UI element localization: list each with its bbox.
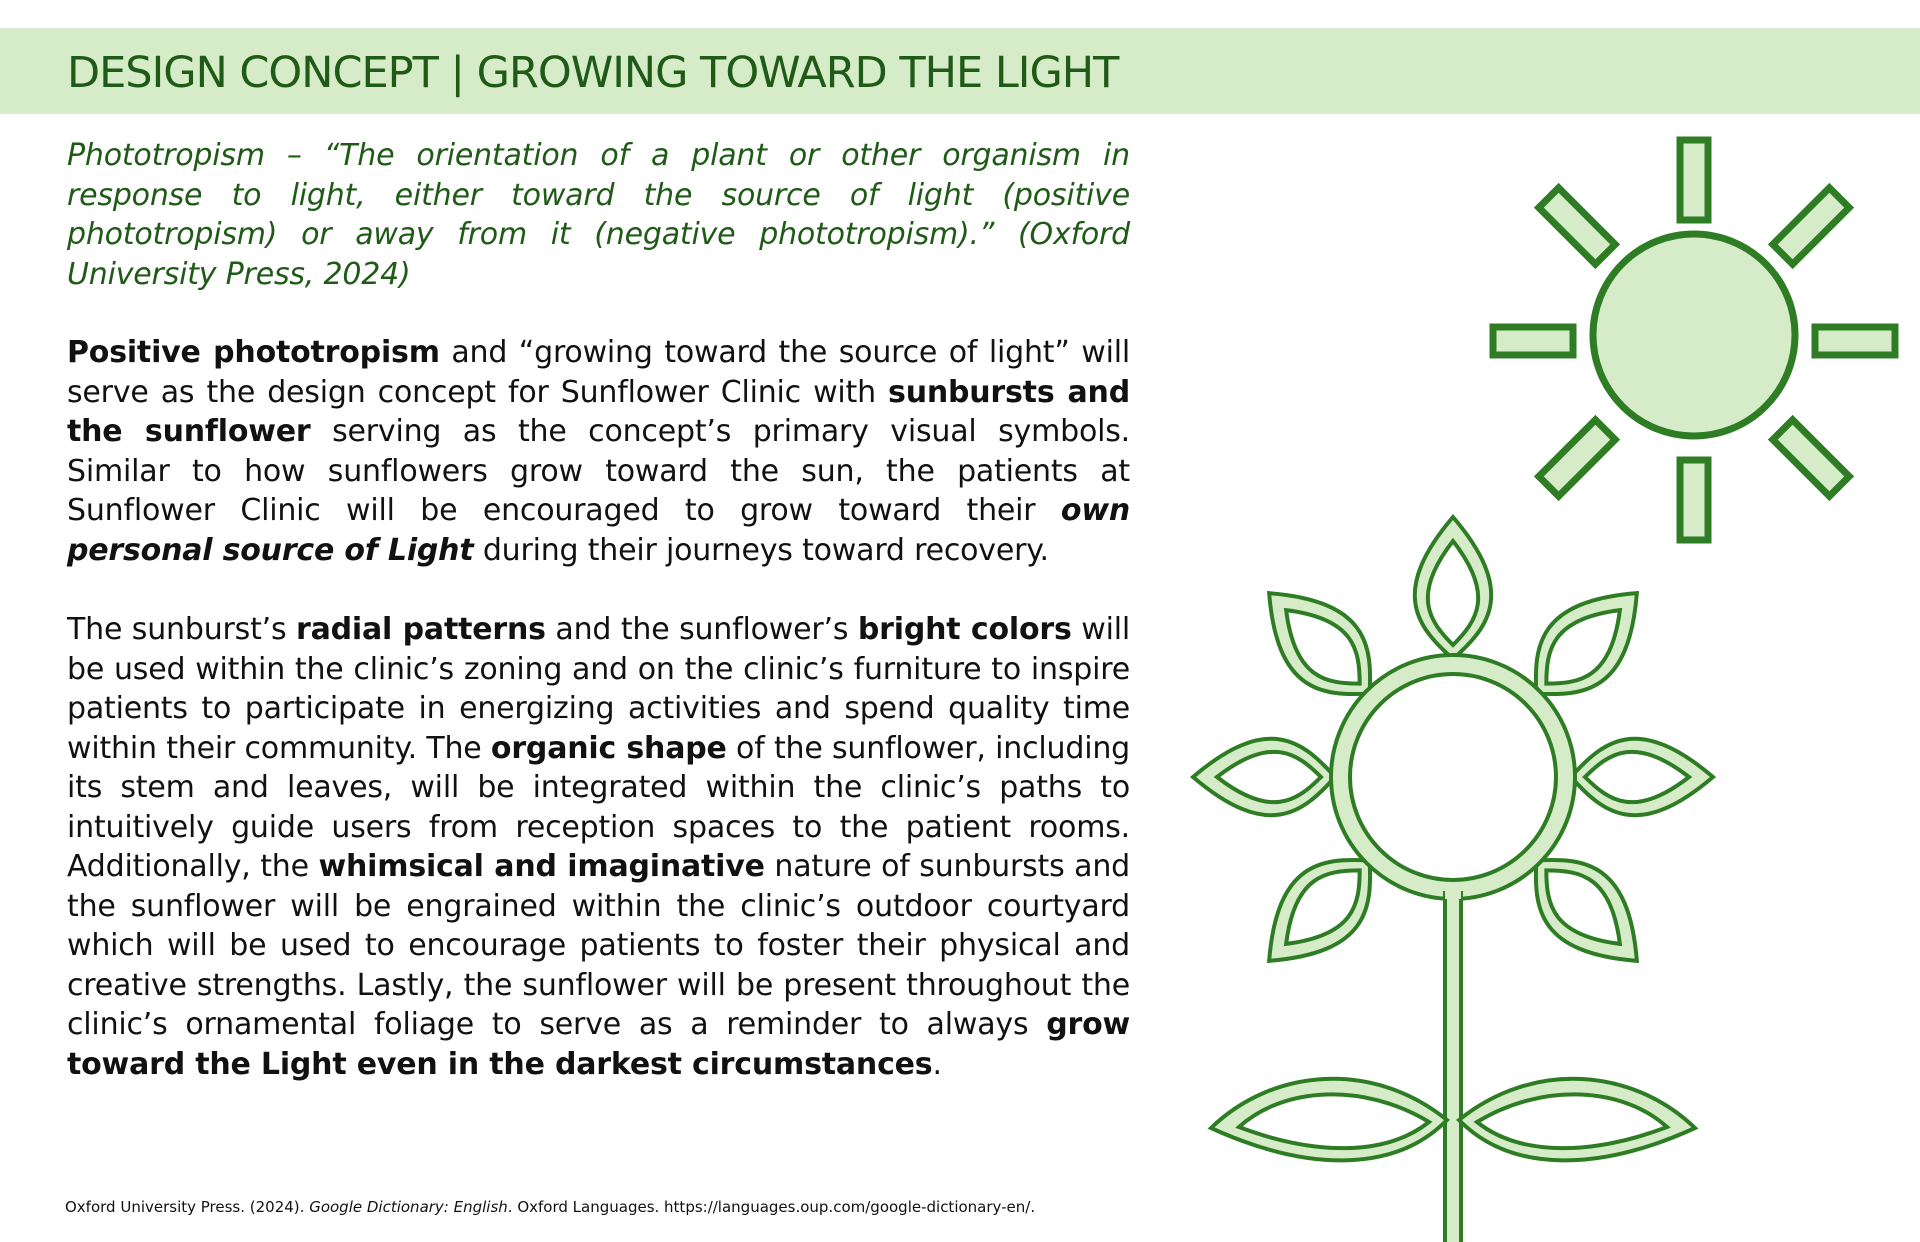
citation-rest: . Oxford Languages. https://languages.oup.com/google-dictionary-en/.: [507, 1198, 1036, 1216]
emphasis-grow-toward-light: grow toward the Light even in the darkest circumstances: [67, 1007, 1130, 1082]
sunflower-stem: [1445, 891, 1461, 1242]
emphasis-own-personal-light: own personal source of Light: [67, 493, 1130, 568]
page-title: DESIGN CONCEPT | GROWING TOWARD THE LIGHT: [67, 48, 1119, 98]
emphasis-organic-shape: organic shape: [490, 730, 727, 766]
sun-disc: [1593, 234, 1795, 436]
paragraph2-text-2: and the sunflower’s: [545, 612, 858, 647]
paragraph2-text-6: .: [932, 1046, 942, 1082]
citation: [65, 1197, 1035, 1217]
sun-icon: [1493, 140, 1895, 540]
sun-rays: [1493, 140, 1895, 540]
paragraph2-text-1: The sunburst’s: [67, 612, 296, 647]
citation-author: Oxford University Press. (2024).: [65, 1198, 310, 1216]
paragraph1-text-2: serving as the concept’s primary visual symbols. Similar to how sunflowers grow toward the sun, the patients at Sunflower Clinic will be encouraged to grow toward their: [67, 414, 1131, 528]
sunflower-icon: [1193, 517, 1713, 1242]
emphasis-radial-patterns: radial patterns: [296, 612, 546, 647]
emphasis-bright-colors: bright colors: [857, 612, 1072, 647]
definition-quote: Phototropism – “The orientation of a plant or other organism in response to light, either toward the source of light (positive phototropism) or away from it (negative phototropism).” (Oxford University Press, 2024): [67, 138, 1130, 292]
paragraph1-text-3: during their journeys toward recovery.: [473, 532, 1049, 568]
citation-work: Google Dictionary: English: [309, 1198, 508, 1216]
paragraph2-text-5: nature of sunbursts and the sunflower will be engrained within the clinic’s outdoor courtyard which will be used to encourage patients to foster their physical and creative strengths. Lastly, the sunflower will be present throughout the clinic’s ornamental foliage to serve as a reminder to always: [67, 849, 1130, 1042]
sunflower-leaves: [1211, 1079, 1695, 1161]
paragraph1-text-1: and “growing toward the source of light” will serve as the design concept for Sunflower Clinic with: [67, 335, 1130, 410]
sunflower-petals: [1193, 517, 1713, 988]
sunflower-center: [1331, 655, 1575, 899]
paragraph2-text-4: of the sunflower, including its stem and leaves, will be integrated within the clinic’s paths to intuitively guide users from reception spaces to the patient rooms. Additionally, the: [67, 730, 1130, 884]
concept-paragraph-1: [67, 333, 1130, 570]
emphasis-positive-phototropism: Positive phototropism: [67, 335, 440, 370]
concept-paragraph-2: [67, 610, 1130, 1084]
emphasis-whimsical-imaginative: whimsical and imaginative: [318, 849, 765, 884]
emphasis-sunbursts-sunflower: sunbursts and the sunflower: [67, 374, 1130, 449]
paragraph2-text-3: will be used within the clinic’s zoning and on the clinic’s furniture to inspire patients to participate in energizing activities and spend quality time within their community. The: [67, 612, 1130, 766]
